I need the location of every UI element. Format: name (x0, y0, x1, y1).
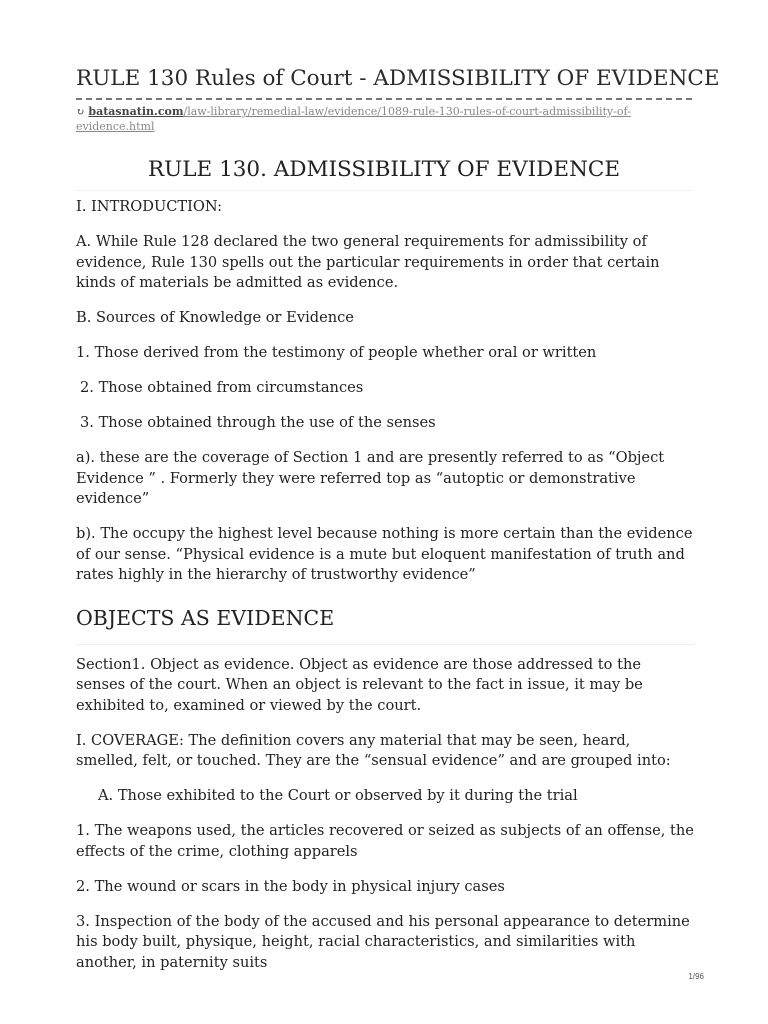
section-paragraph-coverage: I. COVERAGE: The definition covers any material that may be seen, heard, smelled, felt, or touched. They are the “sensual evidence” and are grouped into: (76, 731, 671, 769)
title-divider (76, 190, 692, 191)
section-paragraph-a: A. Those exhibited to the Court or observed by it during the trial (98, 787, 578, 804)
section-divider (76, 644, 694, 645)
document-title: RULE 130. ADMISSIBILITY OF EVIDENCE (147, 157, 621, 182)
source-domain-link[interactable]: batasnatin.com (88, 105, 184, 118)
paragraph-b: B. Sources of Knowledge or Evidence (76, 309, 354, 326)
section-paragraph-1: Section1. Object as evidence. Object as evidence are those addressed to the senses of the court. When an object is relevant to the fact in issue, it may be exhibited to, examined or viewed by the court. (76, 655, 643, 714)
section-heading: OBJECTS AS EVIDENCE (76, 605, 335, 630)
section-list-item-1: 1. The weapons used, the articles recovered or seized as subjects of an offense, the effects of the crime, clothing apparels (76, 822, 694, 860)
source-url-line[interactable] (76, 105, 656, 134)
link-icon: ↻ (76, 107, 85, 118)
paragraph-a: A. While Rule 128 declared the two general requirements for admissibility of evidence, Rule 130 spells out the particular requirements in order that certain kinds of materials be admitted as evidence. (76, 233, 660, 291)
list-item-2: 2. Those obtained from circumstances (80, 379, 364, 396)
list-item-1: 1. Those derived from the testimony of people whether oral or written (76, 344, 597, 361)
paragraph-b-sub: b). The occupy the highest level because nothing is more certain than the evidence of our sense. “Physical evidence is a mute but eloquent manifestation of truth and rates highly in the hierarchy of trustworthy evidence” (76, 525, 693, 583)
page-number: 1/96 (688, 972, 704, 981)
print-header-title: RULE 130 Rules of Court - ADMISSIBILITY OF EVIDENCE (76, 66, 720, 91)
section-list-item-3: 3. Inspection of the body of the accused and his personal appearance to determine his body built, physique, height, racial characteristics, and similarities with another, in paternity suits (76, 912, 690, 971)
header-dashed-divider (76, 98, 692, 100)
section-list-item-2: 2. The wound or scars in the body in physical injury cases (76, 877, 505, 895)
source-path-link[interactable]: /law-library/remedial-law/evidence/1089-rule-130-rules-of-court-admissibility-of-evidence.html (76, 105, 631, 133)
list-item-3: 3. Those obtained through the use of the senses (80, 414, 436, 431)
paragraph-introduction: I. INTRODUCTION: (76, 198, 223, 215)
paragraph-a-sub: a). these are the coverage of Section 1 and are presently referred to as “Object Evidence ” . Formerly they were referred top as “autoptic or demonstrative evidence” (76, 449, 665, 507)
document-body (76, 197, 694, 988)
